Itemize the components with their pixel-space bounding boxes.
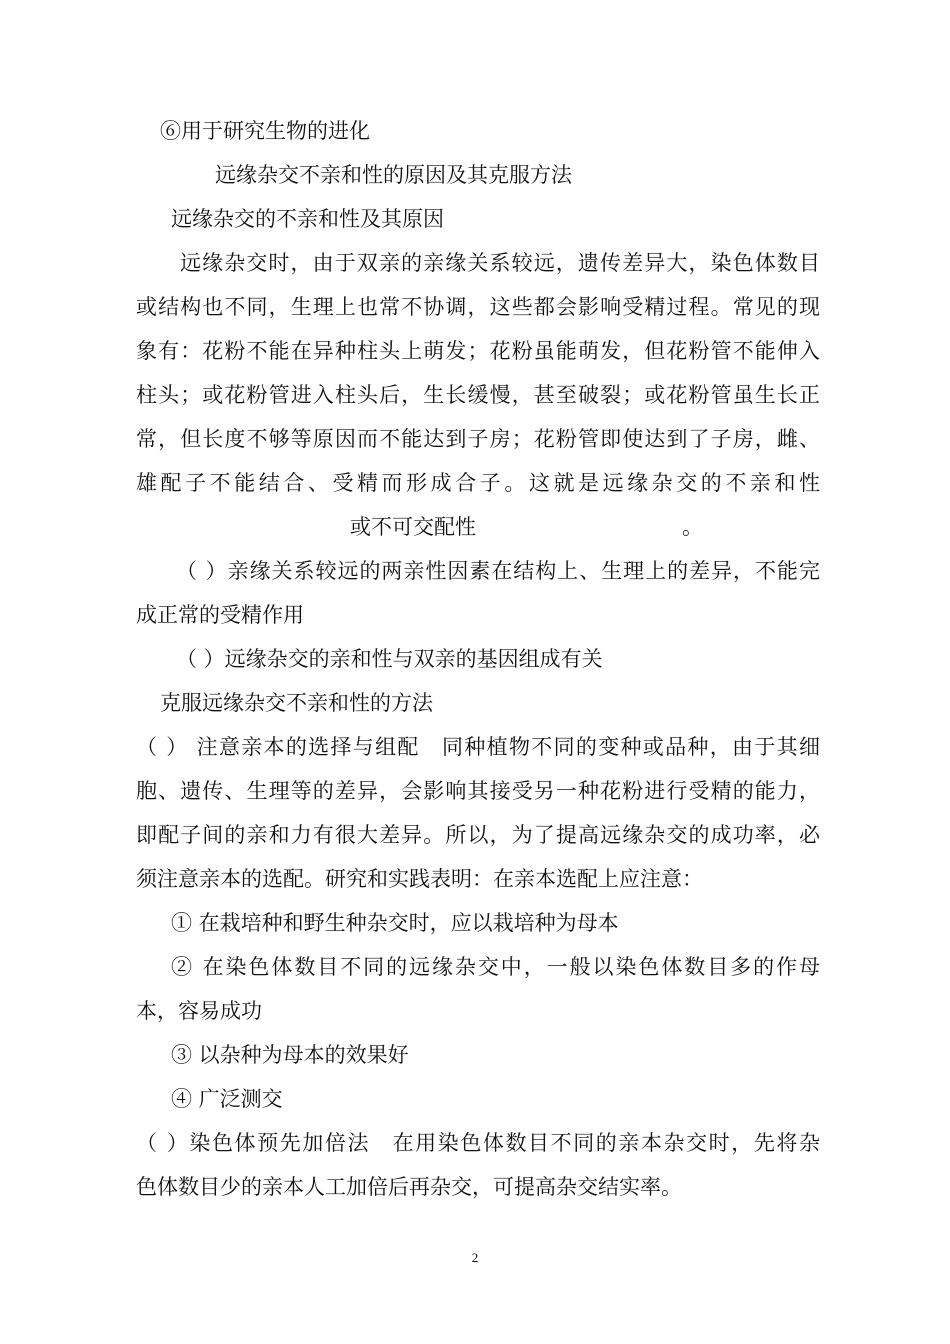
paragraph-line: （ ）远缘杂交的亲和性与双亲的基因组成有关 [176,647,603,671]
subsection-heading: 克服远缘杂交不亲和性的方法 [160,691,433,715]
paragraph-line: 或结构也不同，生理上也常不协调，这些都会影响受精过程。常见的现 [136,295,820,319]
paragraph-line: （ ）染色体预先加倍法 在用染色体数目不同的亲本杂交时，先将杂 [136,1131,820,1155]
paragraph-line: （ ） 注意亲本的选择与组配 同种植物不同的变种或品种，由于其细 [136,735,820,759]
list-item: ③ 以杂种为母本的效果好 [171,1043,409,1067]
page-number: 2 [471,1250,479,1265]
list-item: ① 在栽培种和野生种杂交时，应以栽培种为母本 [171,911,619,935]
paragraph-line: 雄配子不能结合、受精而形成合子。这就是远缘杂交的不亲和性 [136,471,820,495]
list-item: ④ 广泛测交 [171,1087,283,1111]
paragraph-line: 即配子间的亲和力有很大差异。所以，为了提高远缘杂交的成功率，必 [136,823,820,847]
paragraph-line: 成正常的受精作用 [136,603,304,627]
paragraph-line: （ ）亲缘关系较远的两亲性因素在结构上、生理上的差异，不能完 [176,559,820,583]
paragraph-line: 远缘杂交时，由于双亲的亲缘关系较远，遗传差异大，染色体数目 [180,251,820,275]
paragraph-line: 须注意亲本的选配。研究和实践表明：在亲本选配上应注意： [136,867,703,891]
enumerated-item-6: ⑥用于研究生物的进化 [160,119,370,143]
list-item-continuation: 本，容易成功 [136,999,262,1023]
list-item: ② 在染色体数目不同的远缘杂交中，一般以染色体数目多的作母 [171,955,820,979]
paragraph-line: 象有：花粉不能在异种柱头上萌发；花粉虽能萌发，但花粉管不能伸入 [136,339,820,363]
section-heading: 远缘杂交不亲和性的原因及其克服方法 [215,163,572,187]
paragraph-line: 胞、遗传、生理等的差异，会影响其接受另一种花粉进行受精的能力， [136,779,820,803]
paragraph-line: 常，但长度不够等原因而不能达到子房；花粉管即使达到了子房，雌、 [136,427,820,451]
paragraph-period: 。 [682,515,703,539]
paragraph-line: 或不可交配性 [350,515,476,539]
paragraph-line: 色体数目少的亲本人工加倍后再杂交，可提高杂交结实率。 [136,1175,682,1199]
subsection-heading: 远缘杂交的不亲和性及其原因 [171,207,444,231]
paragraph-line: 柱头；或花粉管进入柱头后，生长缓慢，甚至破裂；或花粉管虽生长正 [136,383,820,407]
